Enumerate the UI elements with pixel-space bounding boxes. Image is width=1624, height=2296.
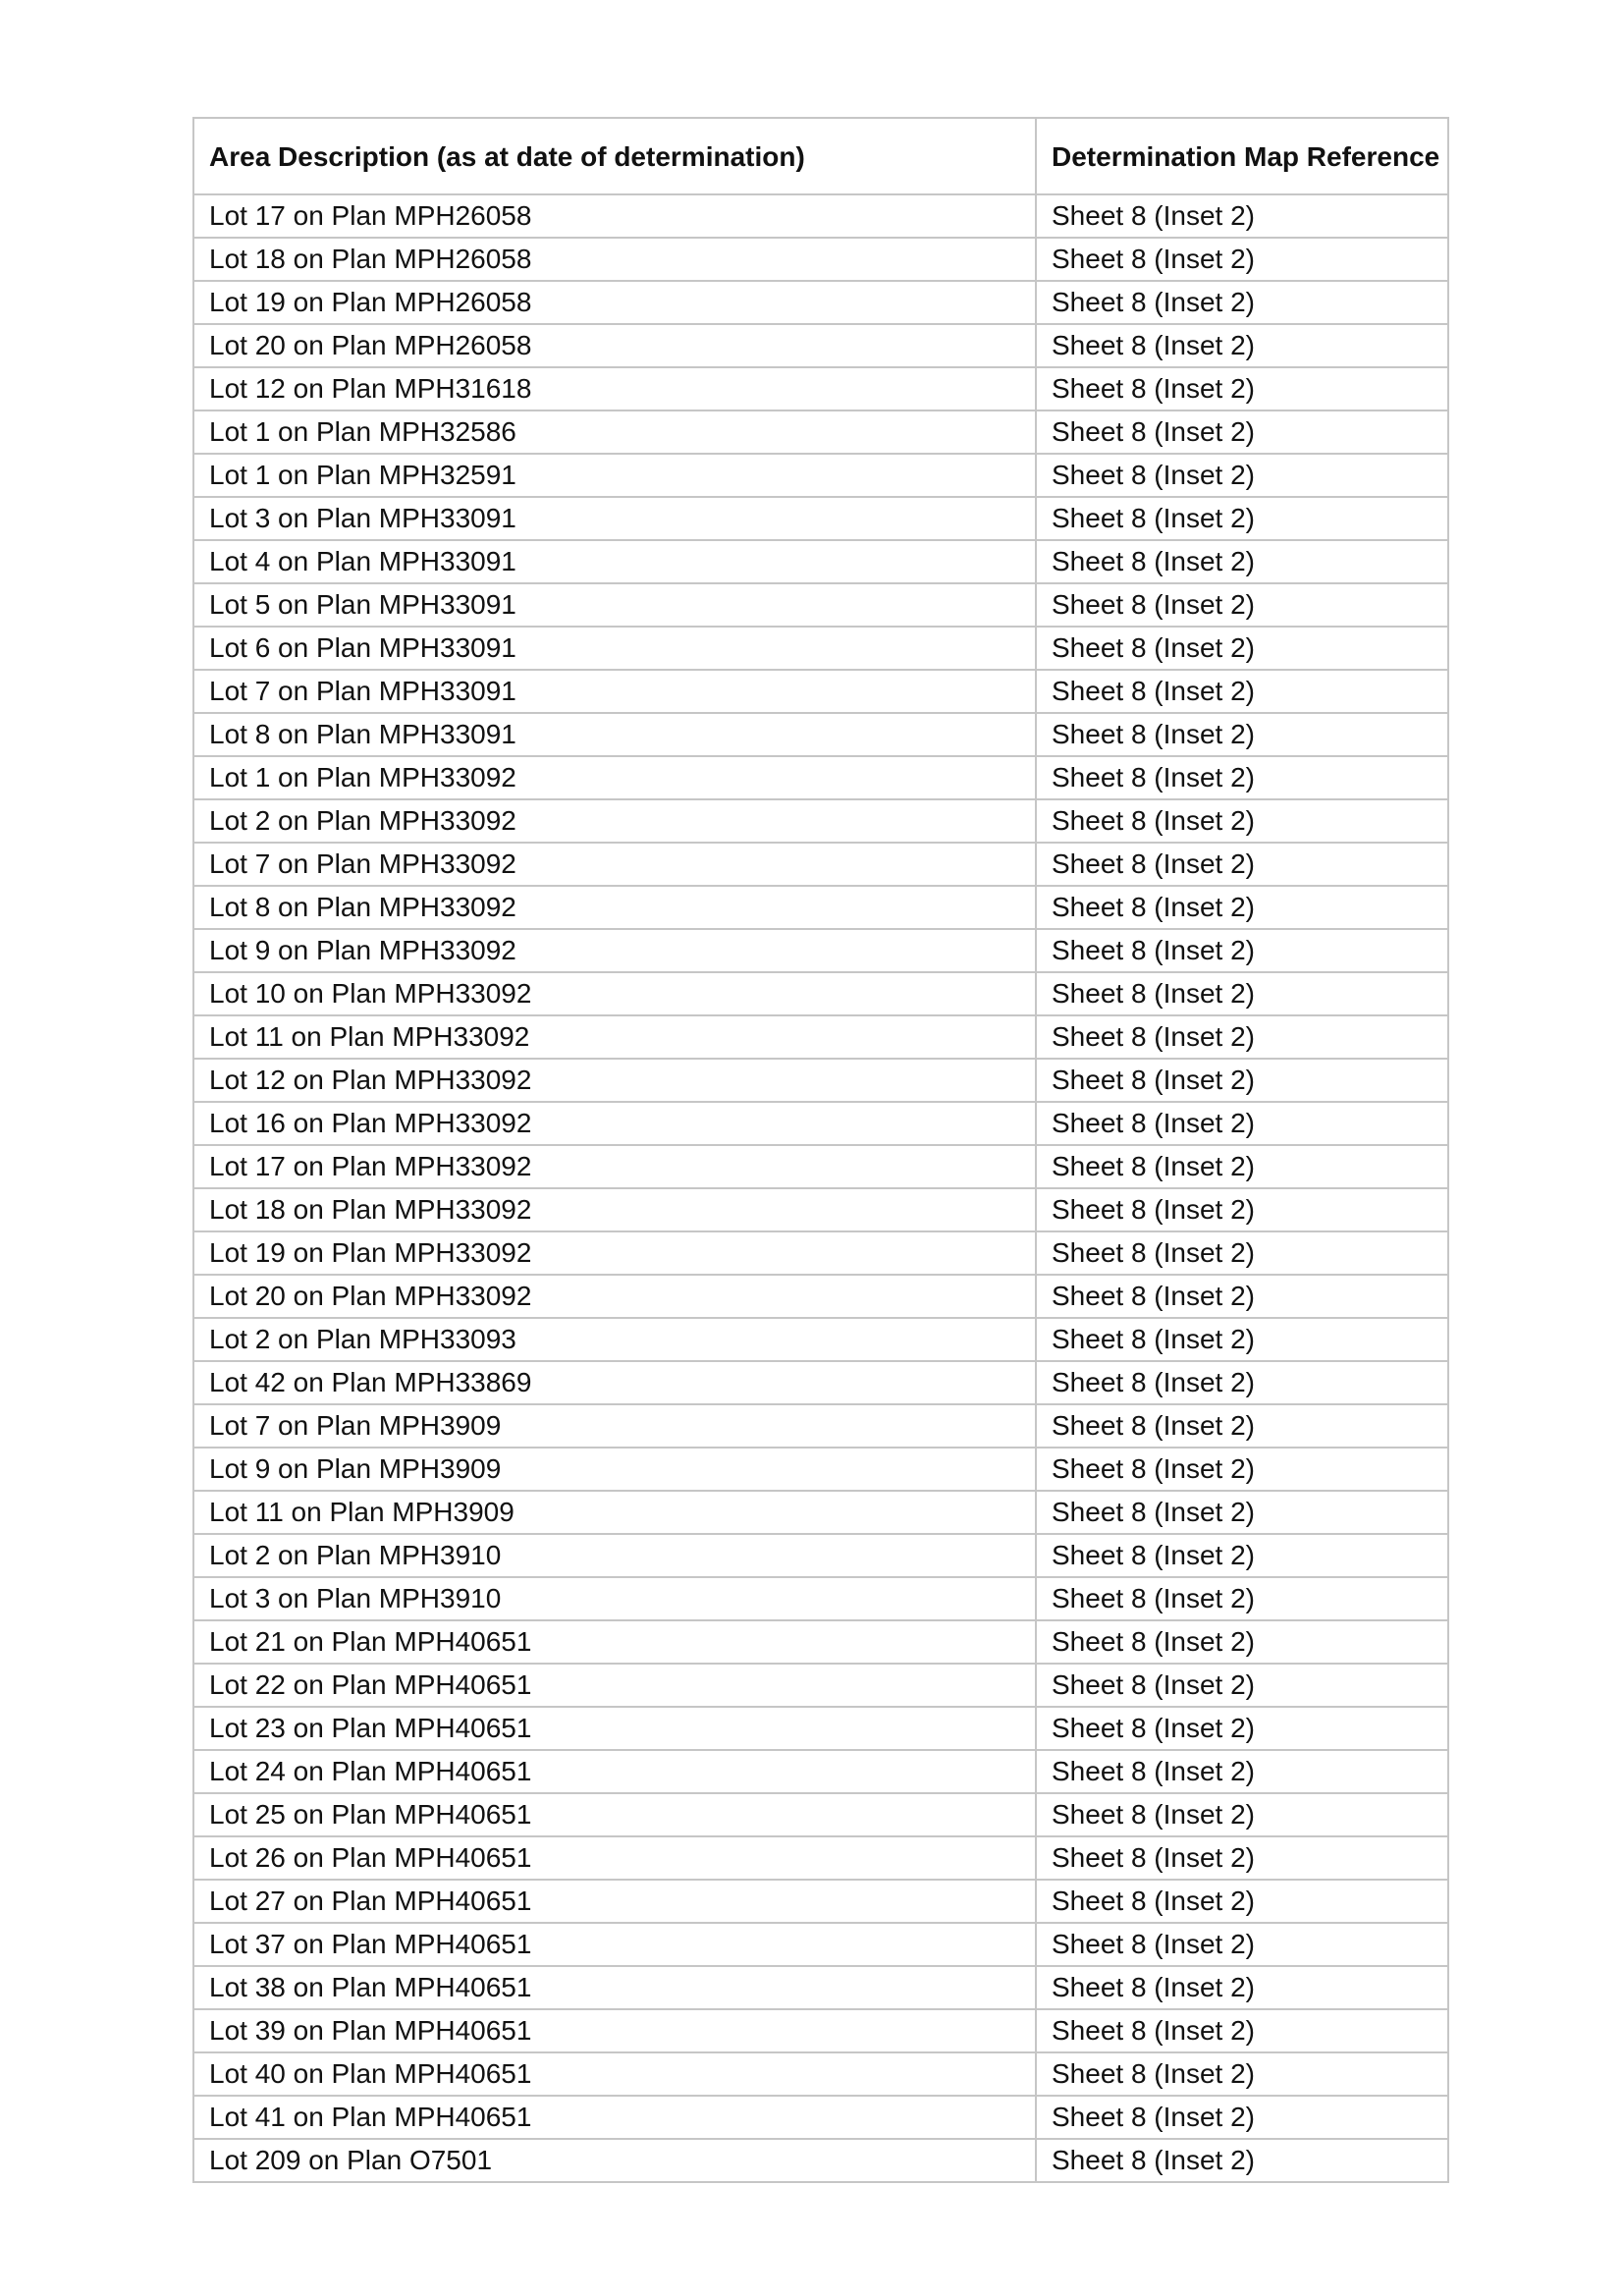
map-reference-cell: Sheet 8 (Inset 2) — [1036, 2052, 1448, 2096]
map-reference-cell: Sheet 8 (Inset 2) — [1036, 627, 1448, 670]
table-row — [193, 1015, 1448, 1059]
map-reference-cell: Sheet 8 (Inset 2) — [1036, 540, 1448, 583]
area-description-cell: Lot 21 on Plan MPH40651 — [193, 1620, 1036, 1664]
area-description-cell: Lot 12 on Plan MPH31618 — [193, 367, 1036, 410]
table-row — [193, 497, 1448, 540]
area-description-cell: Lot 9 on Plan MPH3909 — [193, 1448, 1036, 1491]
area-description-cell: Lot 19 on Plan MPH33092 — [193, 1231, 1036, 1275]
map-reference-cell: Sheet 8 (Inset 2) — [1036, 194, 1448, 238]
map-reference-cell: Sheet 8 (Inset 2) — [1036, 2139, 1448, 2182]
area-description-cell: Lot 40 on Plan MPH40651 — [193, 2052, 1036, 2096]
area-description-cell: Lot 1 on Plan MPH32591 — [193, 454, 1036, 497]
table-row — [193, 1318, 1448, 1361]
map-reference-cell: Sheet 8 (Inset 2) — [1036, 583, 1448, 627]
area-description-cell: Lot 11 on Plan MPH33092 — [193, 1015, 1036, 1059]
table-row — [193, 281, 1448, 324]
map-reference-cell: Sheet 8 (Inset 2) — [1036, 1361, 1448, 1404]
area-description-cell: Lot 17 on Plan MPH26058 — [193, 194, 1036, 238]
table-row — [193, 1275, 1448, 1318]
area-description-cell: Lot 10 on Plan MPH33092 — [193, 972, 1036, 1015]
table-row — [193, 2139, 1448, 2182]
area-description-cell: Lot 16 on Plan MPH33092 — [193, 1102, 1036, 1145]
table-row — [193, 886, 1448, 929]
map-reference-cell: Sheet 8 (Inset 2) — [1036, 1664, 1448, 1707]
table-row — [193, 1102, 1448, 1145]
area-description-cell: Lot 2 on Plan MPH3910 — [193, 1534, 1036, 1577]
table-row — [193, 454, 1448, 497]
map-reference-cell: Sheet 8 (Inset 2) — [1036, 1448, 1448, 1491]
table-row — [193, 1880, 1448, 1923]
map-reference-cell: Sheet 8 (Inset 2) — [1036, 1966, 1448, 2009]
area-description-cell: Lot 17 on Plan MPH33092 — [193, 1145, 1036, 1188]
table-row — [193, 1620, 1448, 1664]
area-description-header: Area Description (as at date of determination) — [193, 118, 1036, 194]
map-reference-cell: Sheet 8 (Inset 2) — [1036, 756, 1448, 799]
table-row — [193, 1059, 1448, 1102]
map-reference-cell: Sheet 8 (Inset 2) — [1036, 454, 1448, 497]
area-description-cell: Lot 19 on Plan MPH26058 — [193, 281, 1036, 324]
area-description-cell: Lot 4 on Plan MPH33091 — [193, 540, 1036, 583]
area-description-cell: Lot 41 on Plan MPH40651 — [193, 2096, 1036, 2139]
map-reference-cell: Sheet 8 (Inset 2) — [1036, 1577, 1448, 1620]
map-reference-cell: Sheet 8 (Inset 2) — [1036, 1188, 1448, 1231]
determination-table — [192, 117, 1449, 2183]
table-row — [193, 410, 1448, 454]
table-row — [193, 2009, 1448, 2052]
area-description-cell: Lot 7 on Plan MPH33092 — [193, 843, 1036, 886]
area-description-cell: Lot 8 on Plan MPH33091 — [193, 713, 1036, 756]
table-row — [193, 1145, 1448, 1188]
table-row — [193, 756, 1448, 799]
map-reference-cell: Sheet 8 (Inset 2) — [1036, 886, 1448, 929]
map-reference-cell: Sheet 8 (Inset 2) — [1036, 1102, 1448, 1145]
table-row — [193, 1966, 1448, 2009]
area-description-cell: Lot 18 on Plan MPH26058 — [193, 238, 1036, 281]
map-reference-cell: Sheet 8 (Inset 2) — [1036, 281, 1448, 324]
table-row — [193, 1404, 1448, 1448]
table-row — [193, 583, 1448, 627]
table-row — [193, 1923, 1448, 1966]
table-row — [193, 194, 1448, 238]
map-reference-cell: Sheet 8 (Inset 2) — [1036, 1491, 1448, 1534]
table-row — [193, 1707, 1448, 1750]
map-reference-cell: Sheet 8 (Inset 2) — [1036, 1318, 1448, 1361]
map-reference-cell: Sheet 8 (Inset 2) — [1036, 1145, 1448, 1188]
table-row — [193, 713, 1448, 756]
area-description-cell: Lot 12 on Plan MPH33092 — [193, 1059, 1036, 1102]
table-row — [193, 238, 1448, 281]
table-row — [193, 540, 1448, 583]
map-reference-cell: Sheet 8 (Inset 2) — [1036, 972, 1448, 1015]
table-row — [193, 670, 1448, 713]
area-description-cell: Lot 5 on Plan MPH33091 — [193, 583, 1036, 627]
table-row — [193, 2096, 1448, 2139]
area-description-cell: Lot 1 on Plan MPH32586 — [193, 410, 1036, 454]
table-row — [193, 1664, 1448, 1707]
area-description-cell: Lot 23 on Plan MPH40651 — [193, 1707, 1036, 1750]
map-reference-cell: Sheet 8 (Inset 2) — [1036, 2009, 1448, 2052]
area-description-cell: Lot 22 on Plan MPH40651 — [193, 1664, 1036, 1707]
map-reference-cell: Sheet 8 (Inset 2) — [1036, 367, 1448, 410]
area-description-cell: Lot 1 on Plan MPH33092 — [193, 756, 1036, 799]
map-reference-cell: Sheet 8 (Inset 2) — [1036, 497, 1448, 540]
map-reference-cell: Sheet 8 (Inset 2) — [1036, 1534, 1448, 1577]
map-reference-cell: Sheet 8 (Inset 2) — [1036, 1836, 1448, 1880]
area-description-cell: Lot 3 on Plan MPH3910 — [193, 1577, 1036, 1620]
table-row — [193, 2052, 1448, 2096]
area-description-cell: Lot 2 on Plan MPH33092 — [193, 799, 1036, 843]
table-row — [193, 1361, 1448, 1404]
map-reference-cell: Sheet 8 (Inset 2) — [1036, 799, 1448, 843]
area-description-cell: Lot 20 on Plan MPH26058 — [193, 324, 1036, 367]
table-row — [193, 367, 1448, 410]
map-reference-cell: Sheet 8 (Inset 2) — [1036, 410, 1448, 454]
map-reference-cell: Sheet 8 (Inset 2) — [1036, 1750, 1448, 1793]
map-reference-cell: Sheet 8 (Inset 2) — [1036, 843, 1448, 886]
table-row — [193, 1793, 1448, 1836]
table-row — [193, 324, 1448, 367]
area-description-cell: Lot 24 on Plan MPH40651 — [193, 1750, 1036, 1793]
map-reference-cell: Sheet 8 (Inset 2) — [1036, 1404, 1448, 1448]
area-description-cell: Lot 39 on Plan MPH40651 — [193, 2009, 1036, 2052]
area-description-cell: Lot 37 on Plan MPH40651 — [193, 1923, 1036, 1966]
map-reference-cell: Sheet 8 (Inset 2) — [1036, 670, 1448, 713]
area-description-cell: Lot 25 on Plan MPH40651 — [193, 1793, 1036, 1836]
area-description-cell: Lot 7 on Plan MPH3909 — [193, 1404, 1036, 1448]
table-row — [193, 843, 1448, 886]
area-description-cell: Lot 38 on Plan MPH40651 — [193, 1966, 1036, 2009]
area-description-cell: Lot 2 on Plan MPH33093 — [193, 1318, 1036, 1361]
area-description-cell: Lot 6 on Plan MPH33091 — [193, 627, 1036, 670]
table-row — [193, 799, 1448, 843]
header-row — [193, 118, 1448, 194]
table-row — [193, 1231, 1448, 1275]
map-reference-cell: Sheet 8 (Inset 2) — [1036, 1059, 1448, 1102]
table-row — [193, 929, 1448, 972]
table-body — [193, 194, 1448, 2182]
area-description-cell: Lot 9 on Plan MPH33092 — [193, 929, 1036, 972]
table-row — [193, 627, 1448, 670]
table-header — [193, 118, 1448, 194]
table-row — [193, 1188, 1448, 1231]
map-reference-cell: Sheet 8 (Inset 2) — [1036, 238, 1448, 281]
table-row — [193, 1448, 1448, 1491]
map-reference-cell: Sheet 8 (Inset 2) — [1036, 1923, 1448, 1966]
area-description-cell: Lot 26 on Plan MPH40651 — [193, 1836, 1036, 1880]
table-row — [193, 1491, 1448, 1534]
area-description-cell: Lot 8 on Plan MPH33092 — [193, 886, 1036, 929]
table-row — [193, 972, 1448, 1015]
map-reference-cell: Sheet 8 (Inset 2) — [1036, 324, 1448, 367]
map-reference-cell: Sheet 8 (Inset 2) — [1036, 2096, 1448, 2139]
area-description-cell: Lot 7 on Plan MPH33091 — [193, 670, 1036, 713]
table-row — [193, 1750, 1448, 1793]
area-description-cell: Lot 11 on Plan MPH3909 — [193, 1491, 1036, 1534]
table-row — [193, 1534, 1448, 1577]
map-reference-cell: Sheet 8 (Inset 2) — [1036, 1620, 1448, 1664]
area-description-cell: Lot 209 on Plan O7501 — [193, 2139, 1036, 2182]
table-row — [193, 1577, 1448, 1620]
area-description-cell: Lot 27 on Plan MPH40651 — [193, 1880, 1036, 1923]
map-reference-cell: Sheet 8 (Inset 2) — [1036, 1015, 1448, 1059]
area-description-cell: Lot 42 on Plan MPH33869 — [193, 1361, 1036, 1404]
map-reference-cell: Sheet 8 (Inset 2) — [1036, 1707, 1448, 1750]
map-reference-cell: Sheet 8 (Inset 2) — [1036, 1880, 1448, 1923]
map-reference-cell: Sheet 8 (Inset 2) — [1036, 1793, 1448, 1836]
map-reference-cell: Sheet 8 (Inset 2) — [1036, 1231, 1448, 1275]
area-description-cell: Lot 20 on Plan MPH33092 — [193, 1275, 1036, 1318]
area-description-cell: Lot 3 on Plan MPH33091 — [193, 497, 1036, 540]
map-reference-header: Determination Map Reference — [1036, 118, 1448, 194]
map-reference-cell: Sheet 8 (Inset 2) — [1036, 929, 1448, 972]
map-reference-cell: Sheet 8 (Inset 2) — [1036, 713, 1448, 756]
area-description-cell: Lot 18 on Plan MPH33092 — [193, 1188, 1036, 1231]
map-reference-cell: Sheet 8 (Inset 2) — [1036, 1275, 1448, 1318]
table-row — [193, 1836, 1448, 1880]
